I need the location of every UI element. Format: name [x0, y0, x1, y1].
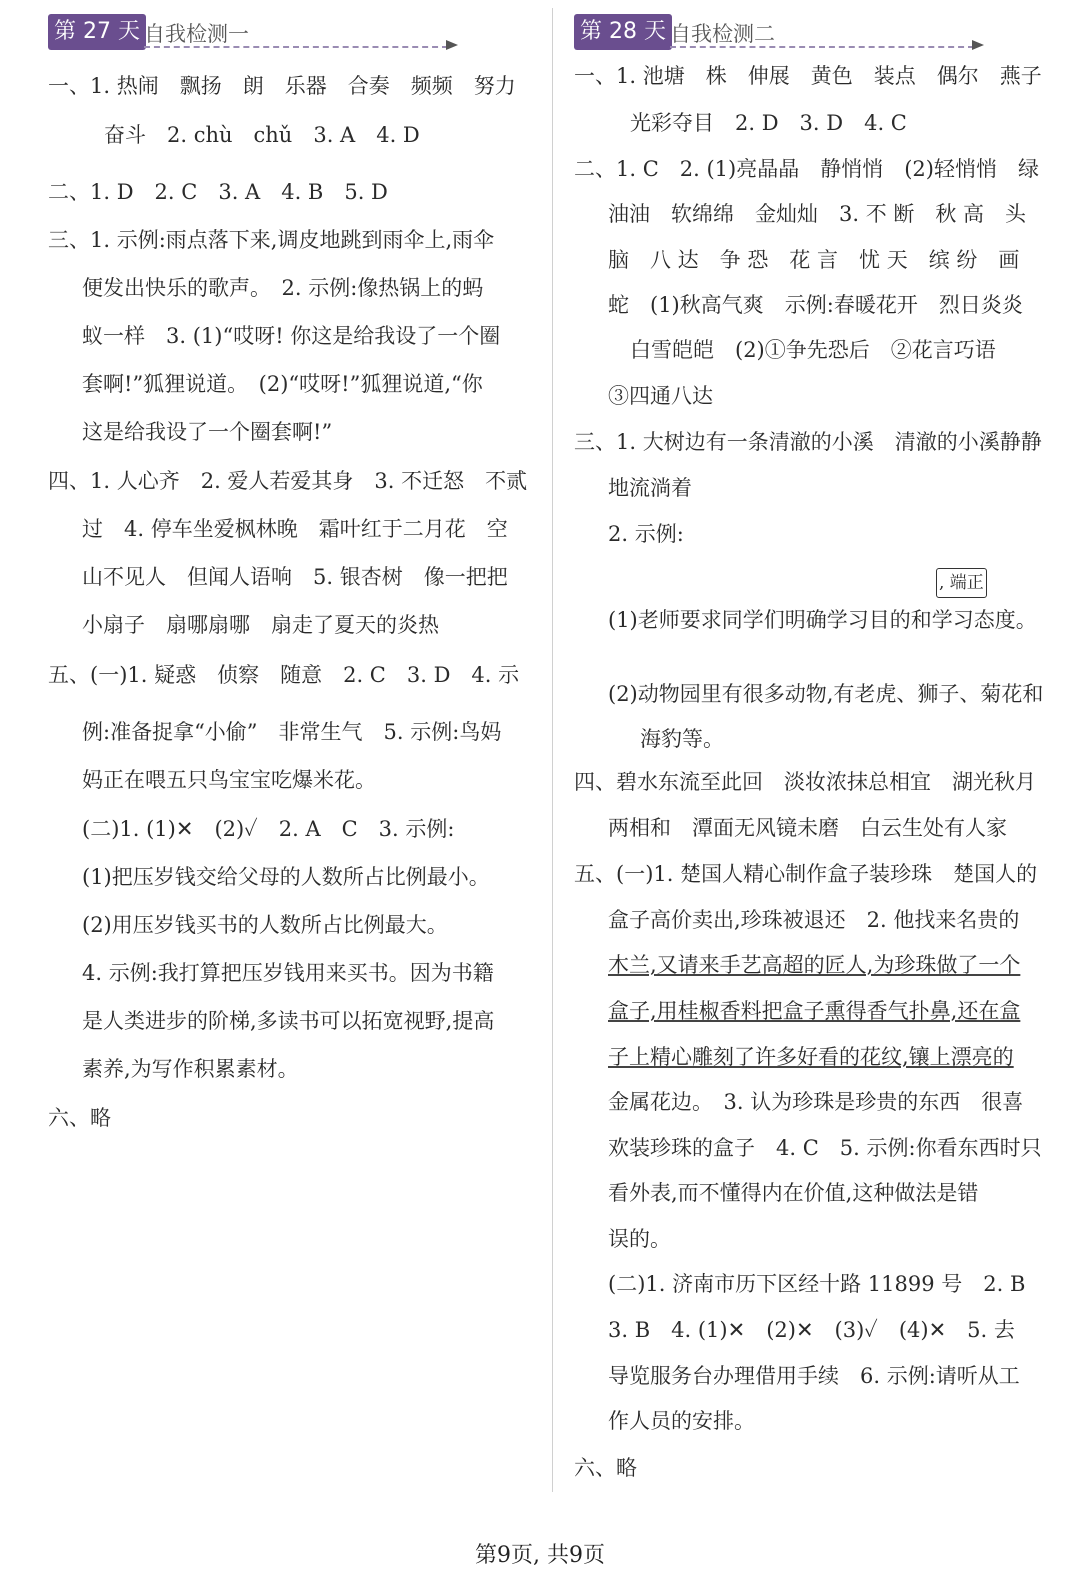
answer-line: 六、略	[48, 1106, 111, 1130]
answer-line: 2. 示例:	[608, 522, 684, 546]
answer-line: 盒子高价卖出,珍珠被退还 2. 他找来名贵的	[608, 908, 1020, 932]
answer-line: (2)用压岁钱买书的人数所占比例最大。	[82, 913, 448, 937]
answer-line: 山不见人 但闻人语响 5. 银杏树 像一把把	[82, 565, 508, 589]
dashed-rule	[670, 46, 974, 48]
answer-line: 套啊!”狐狸说道。 (2)“哎呀!”狐狸说道,“你	[82, 372, 483, 396]
answer-line: 奋斗 2. chù chǔ 3. A 4. D	[104, 123, 420, 147]
answer-line: 欢装珍珠的盒子 4. C 5. 示例:你看东西时只	[608, 1136, 1042, 1160]
answer-line: 导览服务台办理借用手续 6. 示例:请听从工	[608, 1364, 1020, 1388]
answer-line: (1)把压岁钱交给父母的人数所占比例最小。	[82, 865, 490, 889]
answer-line: 盒子,用桂椒香料把盒子熏得香气扑鼻,还在盒	[608, 999, 1021, 1023]
answer-line: 是人类进步的阶梯,多读书可以拓宽视野,提高	[82, 1009, 495, 1033]
answer-line: 4. 示例:我打算把压岁钱用来买书。因为书籍	[82, 961, 494, 985]
answer-line: (2)动物园里有很多动物,有老虎、狮子、菊花和	[608, 682, 1044, 706]
day-badge: 第 27 天	[48, 14, 146, 50]
answer-line: (二)1. 济南市历下区经十路 11899 号 2. B	[608, 1272, 1026, 1296]
answer-line: ③四通八达	[608, 384, 713, 408]
section-title: 自我检测二	[670, 22, 775, 46]
answer-line: 海豹等。	[640, 727, 724, 751]
answer-line: 例:准备捉拿“小偷” 非常生气 5. 示例:鸟妈	[82, 720, 502, 744]
answer-line: 一、1. 池塘 株 伸展 黄色 装点 偶尔 燕子	[574, 64, 1042, 88]
answer-line: 两相和 潭面无风镜未磨 白云生处有人家	[608, 816, 1007, 840]
arrow-icon	[446, 40, 458, 50]
answer-line: 五、(一)1. 疑惑 侦察 随意 2. C 3. D 4. 示	[48, 663, 520, 687]
answer-line: 六、略	[574, 1456, 637, 1480]
answer-line: 作人员的安排。	[608, 1409, 755, 1433]
answer-line: 油油 软绵绵 金灿灿 3. 不 断 秋 高 头	[608, 202, 1027, 226]
answer-line: 误的。	[608, 1227, 671, 1251]
answer-line: 看外表,而不懂得内在价值,这种做法是错	[608, 1181, 979, 1205]
answer-line: 木兰,又请来手艺高超的匠人,为珍珠做了一个	[608, 953, 1021, 977]
page-footer: 第9页, 共9页	[475, 1543, 605, 1568]
answer-line: 素养,为写作积累素材。	[82, 1057, 299, 1081]
answer-line: 妈正在喂五只鸟宝宝吃爆米花。	[82, 768, 376, 792]
section-title: 自我检测一	[144, 22, 249, 46]
arrow-icon	[972, 40, 984, 50]
answer-line: 这是给我设了一个圈套啊!”	[82, 420, 333, 444]
dashed-rule	[144, 46, 448, 48]
answer-line: 二、1. C 2. (1)亮晶晶 静悄悄 (2)轻悄悄 绿	[574, 157, 1039, 181]
answer-line: 便发出快乐的歌声。 2. 示例:像热锅上的蚂	[82, 276, 484, 300]
answer-line: 白雪皑皑 (2)①争先恐后 ②花言巧语	[630, 338, 996, 362]
answer-line: 光彩夺目 2. D 3. D 4. C	[630, 111, 907, 135]
answer-line: 小扇子 扇哪扇哪 扇走了夏天的炎热	[82, 613, 439, 637]
answer-line: 三、1. 大树边有一条清澈的小溪 清澈的小溪静静	[574, 430, 1042, 454]
answer-line: 一、1. 热闹 飘扬 朗 乐器 合奏 频频 努力	[48, 74, 516, 98]
answer-line: 五、(一)1. 楚国人精心制作盒子装珍珠 楚国人的	[574, 862, 1038, 886]
answer-line: 四、1. 人心齐 2. 爱人若爱其身 3. 不迁怒 不贰	[48, 469, 528, 493]
answer-line: 脑 八 达 争 恐 花 言 忧 天 缤 纷 画	[608, 248, 1020, 272]
answer-line: 蛇 (1)秋高气爽 示例:春暖花开 烈日炎炎	[608, 293, 1023, 317]
answer-line: 过 4. 停车坐爱枫林晚 霜叶红于二月花 空	[82, 517, 508, 541]
answer-line: 二、1. D 2. C 3. A 4. B 5. D	[48, 180, 388, 204]
day-badge: 第 28 天	[574, 14, 672, 50]
answer-line: 地流淌着	[608, 476, 692, 500]
day-27-header	[48, 14, 458, 50]
answer-line: 3. B 4. (1)✕ (2)✕ (3)✓ (4)✕ 5. 去	[608, 1318, 1015, 1342]
answer-line: 子上精心雕刻了许多好看的花纹,镶上漂亮的	[608, 1045, 1014, 1069]
insert-mark-box: , 端正	[936, 568, 987, 598]
answer-line: (二)1. (1)✕ (2)✓ 2. A C 3. 示例:	[82, 817, 455, 841]
answer-line: (1)老师要求同学们明确学习目的和学习态度。	[608, 608, 1037, 632]
column-divider	[552, 8, 553, 1492]
day-28-header	[574, 14, 984, 50]
answer-line: 蚁一样 3. (1)“哎呀! 你这是给我设了一个圈	[82, 324, 501, 348]
answer-line: 三、1. 示例:雨点落下来,调皮地跳到雨伞上,雨伞	[48, 228, 495, 252]
answer-line: 金属花边。 3. 认为珍珠是珍贵的东西 很喜	[608, 1090, 1024, 1114]
answer-line: 四、碧水东流至此回 淡妆浓抹总相宜 湖光秋月	[574, 770, 1036, 794]
